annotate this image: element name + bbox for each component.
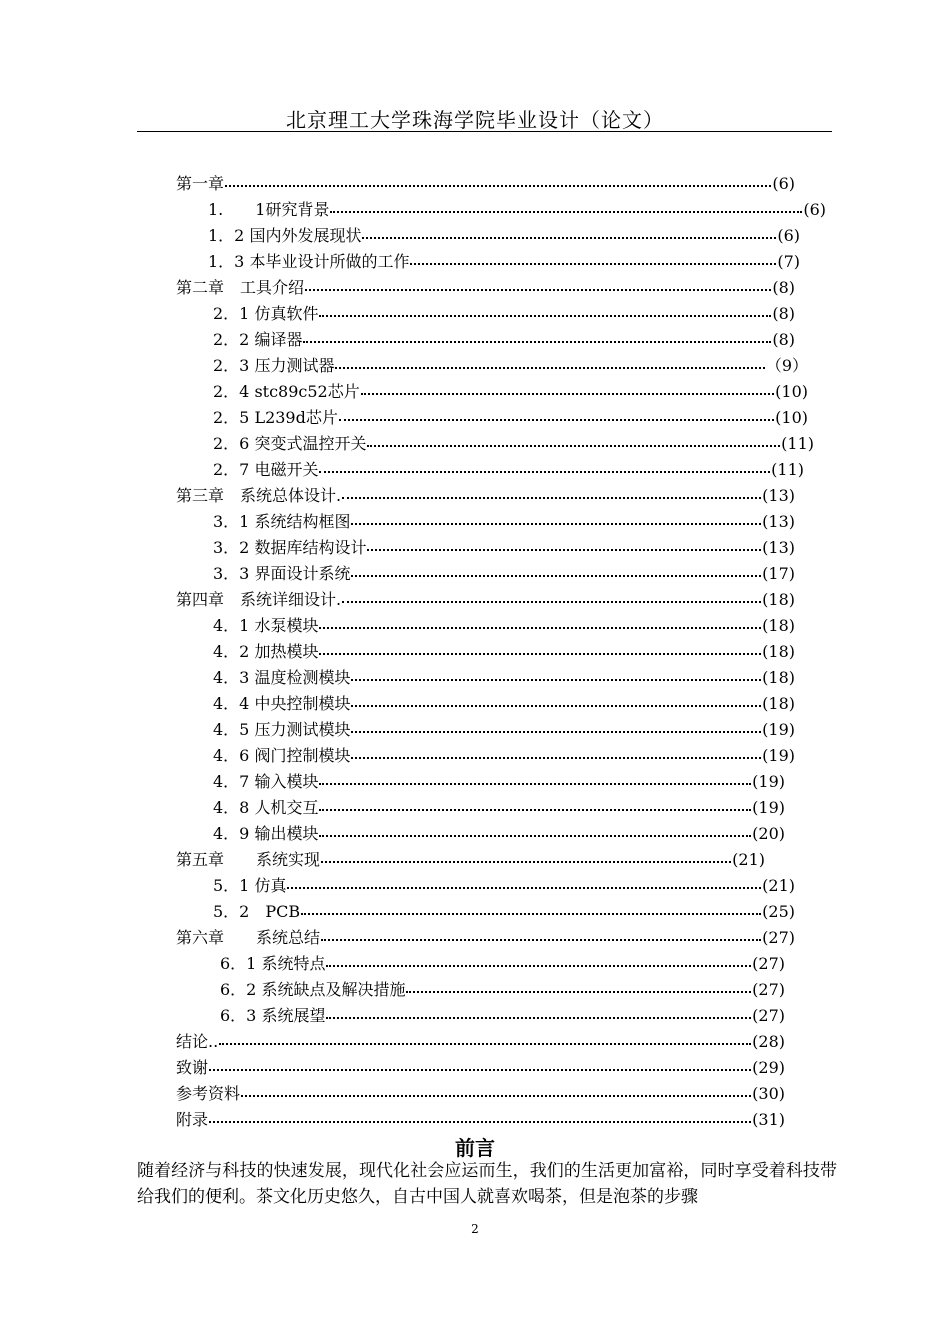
toc-entry-page: (27) [752,1006,785,1025]
toc-entry-page: (6) [803,200,826,219]
toc-entry-page: （9） [765,356,808,375]
toc-entry[interactable] [213,770,785,794]
toc-entry-label: 第一章 [176,174,225,193]
toc-entry-label: 参考资料 [176,1084,241,1103]
toc-entry[interactable] [213,718,795,742]
page-header-title: 北京理工大学珠海学院毕业设计（论文） [286,108,664,132]
toc-leader-dots [351,757,761,759]
toc-entry-label: 致谢 [176,1058,209,1077]
toc-leader-dots [319,627,761,629]
toc-entry-page: (19) [752,772,785,791]
toc-entry[interactable] [176,1108,785,1132]
toc-leader-dots [321,861,731,863]
page-number: 2 [471,1222,479,1236]
toc-leader-dots [351,731,761,733]
toc-entry-page: (30) [752,1084,785,1103]
toc-leader-dots [335,367,764,369]
toc-entry-label: 1．2 国内外发展现状 [208,226,362,245]
toc-entry-page: (19) [762,720,795,739]
toc-entry-label: 2．6 突变式温控开关 [213,434,367,453]
toc-leader-dots [410,263,776,265]
toc-leader-dots [241,1095,751,1097]
toc-leader-dots [209,1069,751,1071]
toc-entry-page: (21) [762,876,795,895]
toc-entry-label: 第四章 系统详细设计. [176,590,342,609]
toc-entry-page: (29) [752,1058,785,1077]
toc-entry[interactable] [220,952,785,976]
toc-leader-dots [367,549,761,551]
toc-entry-label: 5．2 PCB [213,902,301,921]
toc-entry[interactable] [176,484,795,508]
toc-entry-label: 4．8 人机交互 [213,798,319,817]
toc-leader-dots [319,315,771,317]
toc-entry-label: 2．5 L239d芯片 [213,408,338,427]
toc-leader-dots [319,471,770,473]
toc-entry[interactable] [176,172,795,196]
toc-entry-page: (18) [762,616,795,635]
toc-leader-dots [319,835,751,837]
toc-entry-page: (13) [762,486,795,505]
toc-leader-dots [362,237,776,239]
toc-leader-dots [326,965,751,967]
toc-entry[interactable] [213,874,795,898]
toc-entry-label: 6．3 系统展望 [220,1006,326,1025]
toc-entry-label: 附录 [176,1110,209,1129]
toc-entry[interactable] [176,588,795,612]
toc-entry-page: (11) [781,434,814,453]
toc-entry-label: 1. 1研究背景 [208,200,330,219]
toc-entry-label: 2．4 stc89c52芯片 [213,382,360,401]
toc-entry-label: 4．6 阀门控制模块 [213,746,351,765]
toc-leader-dots [319,653,761,655]
toc-entry-page: (31) [752,1110,785,1129]
toc-entry-label: 6．1 系统特点 [220,954,326,973]
toc-entry-label: 3．1 系统结构框图 [213,512,351,531]
toc-entry[interactable] [213,406,808,430]
toc-leader-dots [351,705,761,707]
toc-leader-dots [342,601,761,603]
toc-entry-page: (11) [771,460,804,479]
toc-entry[interactable] [176,1082,785,1106]
toc-entry[interactable] [208,198,826,222]
toc-entry[interactable] [176,1056,785,1080]
toc-entry-label: 结论.. [176,1032,219,1051]
toc-leader-dots [351,575,761,577]
toc-entry[interactable] [213,692,795,716]
toc-entry[interactable] [220,978,785,1002]
toc-entry[interactable] [213,328,795,352]
toc-entry-label: 2．7 电磁开关 [213,460,319,479]
toc-entry-page: (27) [752,954,785,973]
toc-entry-page: (20) [752,824,785,843]
toc-entry[interactable] [213,744,795,768]
toc-entry[interactable] [176,276,795,300]
toc-entry-label: 第五章 系统实现 [176,850,321,869]
toc-leader-dots [305,289,771,291]
toc-entry-page: (19) [762,746,795,765]
toc-leader-dots [342,497,761,499]
toc-entry-label: 4．9 输出模块 [213,824,319,843]
toc-entry-label: 3．2 数据库结构设计 [213,538,367,557]
toc-entry-label: 5．1 仿真 [213,876,287,895]
toc-entry-page: (27) [762,928,795,947]
toc-entry-label: 4．4 中央控制模块 [213,694,351,713]
preface-body: 随着经济与科技的快速发展，现代化社会应运而生，我们的生活更加富裕，同时享受着科技带给我们的便利。茶文化历史悠久，自古中国人就喜欢喝茶，但是泡茶的步骤 [137,1161,837,1207]
toc-entry-label: 4．7 输入模块 [213,772,319,791]
toc-entry-label: 第六章 系统总结 [176,928,321,947]
toc-entry[interactable] [213,354,808,378]
toc-entry-page: (13) [762,538,795,557]
toc-entry[interactable] [213,614,795,638]
toc-entry[interactable] [213,666,795,690]
toc-entry-page: (19) [752,798,785,817]
toc-entry[interactable] [213,380,808,404]
toc-entry-page: (8) [772,304,795,323]
toc-leader-dots [303,341,771,343]
toc-entry-page: (18) [762,642,795,661]
toc-entry-page: (28) [752,1032,785,1051]
toc-entry[interactable] [213,900,795,924]
toc-entry[interactable] [213,796,785,820]
toc-entry-page: (10) [775,408,808,427]
toc-entry-label: 2．3 压力测试器 [213,356,335,375]
toc-entry-page: (10) [775,382,808,401]
toc-leader-dots [301,913,761,915]
toc-entry-page: (8) [772,278,795,297]
toc-entry-page: (21) [732,850,765,869]
toc-entry-label: 2．1 仿真软件 [213,304,319,323]
toc-entry-page: (7) [777,252,800,271]
toc-entry[interactable] [176,1030,785,1054]
toc-entry-label: 4．1 水泵模块 [213,616,319,635]
toc-leader-dots [351,679,761,681]
toc-entry[interactable] [176,926,795,950]
toc-entry[interactable] [213,822,785,846]
toc-entry[interactable] [208,250,800,274]
toc-leader-dots [330,211,802,213]
toc-leader-dots [361,393,774,395]
toc-entry-page: (8) [772,330,795,349]
toc-entry-page: (25) [762,902,795,921]
toc-entry[interactable] [213,458,804,482]
toc-entry-page: (17) [762,564,795,583]
toc-entry-label: 1．3 本毕业设计所做的工作 [208,252,410,271]
toc-entry[interactable] [208,224,800,248]
toc-entry-page: (6) [777,226,800,245]
toc-entry[interactable] [213,562,795,586]
toc-leader-dots [287,887,761,889]
toc-entry-page: (6) [772,174,795,193]
preface-heading: 前言 [455,1136,495,1160]
toc-leader-dots [326,1017,751,1019]
toc-leader-dots [225,185,771,187]
toc-entry[interactable] [213,640,795,664]
toc-entry-label: 3．3 界面设计系统 [213,564,351,583]
toc-entry-page: (18) [762,694,795,713]
toc-leader-dots [351,523,761,525]
toc-entry[interactable] [213,302,795,326]
toc-entry-label: 4．3 温度检测模块 [213,668,351,687]
toc-entry-label: 6．2 系统缺点及解决措施 [220,980,406,999]
toc-entry-label: 2．2 编译器 [213,330,303,349]
toc-entry-page: (18) [762,668,795,687]
toc-entry-label: 4．2 加热模块 [213,642,319,661]
toc-entry-label: 第三章 系统总体设计. [176,486,342,505]
toc-entry-page: (13) [762,512,795,531]
toc-entry[interactable] [213,510,795,534]
toc-leader-dots [319,809,751,811]
toc-leader-dots [219,1043,751,1045]
toc-leader-dots [321,939,761,941]
toc-entry[interactable] [220,1004,785,1028]
toc-entry-page: (27) [752,980,785,999]
toc-leader-dots [406,991,751,993]
toc-leader-dots [319,783,751,785]
toc-leader-dots [339,419,774,421]
toc-entry-label: 4．5 压力测试模块 [213,720,351,739]
toc-entry-label: 第二章 工具介绍 [176,278,305,297]
toc-entry-page: (18) [762,590,795,609]
toc-entry[interactable] [176,848,765,872]
toc-entry[interactable] [213,536,795,560]
toc-leader-dots [367,445,780,447]
toc-leader-dots [209,1121,751,1123]
toc-entry[interactable] [213,432,814,456]
